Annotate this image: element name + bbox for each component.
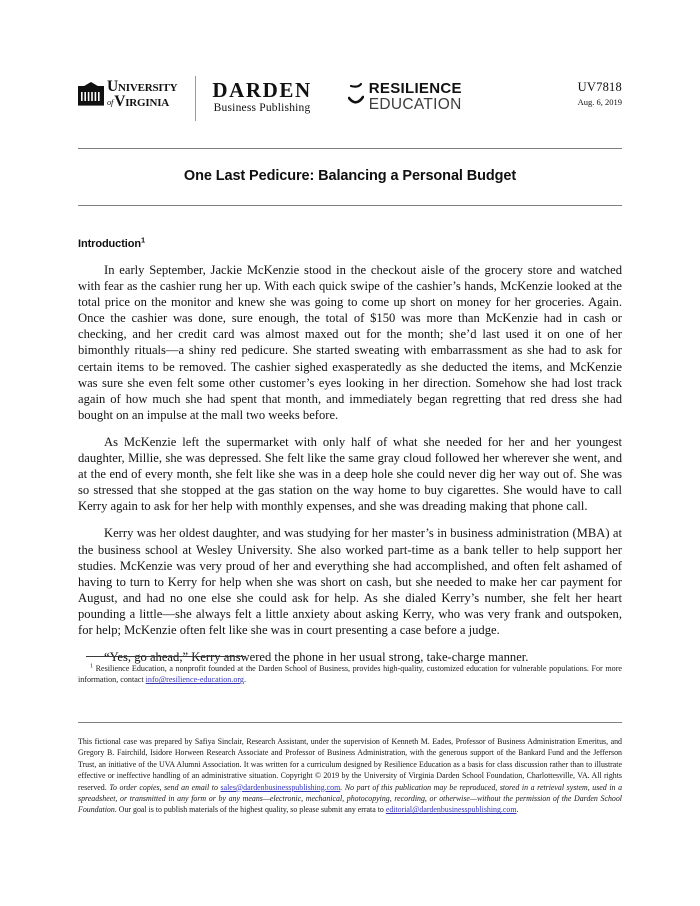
uva-line1-initial: U [107,78,118,95]
footnote [78,663,622,685]
section-heading-label: Introduction [78,238,141,250]
document-body [78,235,622,676]
darden-tagline: Business Publishing [213,102,311,115]
title-rule [78,205,622,206]
footnote-marker: 1 [90,663,93,670]
body-paragraph: Kerry was her oldest daughter, and was studying for her master’s in business administration (MBA) at the business school at Wesley University. She also worked part-time as a bank teller to help support her studies. McKenzie was very proud of her and everything she had accomplished, and often felt ashamed of having to turn to Kerry for help when she was short on cash, but she needed to make her car payment for August, and had no one else she could ask for help. As she dialed Kerry’s number, she felt her heart pounding a little—she always felt a little anxiety about asking Kerry, who was very frank and outspoken, for help; McKenzie often felt like she was in court presenting a case before a judge. [78,526,622,637]
editorial-email-link[interactable]: editorial@dardenbusinesspublishing.com [385,805,517,815]
body-paragraph: “Yes, go ahead,” Kerry answered the phone in her usual strong, take-charge manner. [104,650,529,665]
resilience-education-logo [348,76,462,113]
footnote-email-link[interactable]: info@resilience-education.org [145,675,244,685]
footnote-separator [86,656,246,657]
page-title: One Last Pedicure: Balancing a Personal Budget [183,168,517,184]
masthead-divider [195,76,196,121]
copyright-italic-reproduction: . No part of this publication may be reproduced, stored in a retrieval system, used in a spreadsheet, or transmitted in any form or by any means—electronic, mechanical, photocopying, recording, or otherwise—without the permission of the Darden School Foundation. [78,782,623,815]
copyright-block [78,736,622,816]
document-date: Aug. 6, 2019 [577,97,622,107]
body-paragraph: As McKenzie left the supermarket with only half of what she needed for her and her youngest daughter, Millie, she was depressed. She felt like the same gray cloud followed her wherever she went, and at the end of every month, she felt like she was in a deep hole she could never dig her way out of. She was so stressed that she stopped at the gas station on the way home to buy cigarettes. She would have to call Kerry again to ask for her help with monthly expenses, and she was dreading making that phone call. [78,434,622,514]
footnote-text-after-link: . [243,675,247,685]
darden-logo [212,76,311,114]
uva-wordmark [107,80,177,109]
copyright-italic-order-copies: To order copies, send an email to [109,782,221,792]
header-rule [78,148,622,149]
uva-line2-initial: V [114,92,126,110]
section-heading [78,235,622,250]
section-heading-footnote-marker: 1 [140,235,146,245]
copyright-text-part3: . [516,805,519,815]
resilience-line2: EDUCATION [368,96,462,113]
document-id: UV7818 [577,80,622,94]
body-paragraph: In early September, Jackie McKenzie stood in the checkout aisle of the grocery store and watched with fear as the cashier rung her up. With each quick swipe of the cashier’s hands, McKenzie looked at the total price on the monitor and knew she was going to come up short on money for her groceries. Again. Once the cashier was done, sure enough, the total of $150 was more than McKenzie had in cash or checking, and her credit card was almost maxed out for the month; she’d last used it on one of her bimonthly rituals—a shiny red pedicure. She started sweating with embarrassment as she had to ask for certain items to be removed. The cashier sighed exasperatedly as she deducted the items, and McKenzie was sure she even felt some other customer’s eyes looking in her direction. Somehow she had lost track again of how much she had spent that month, and immediately began regretting that red dress she had bought on an impulse at the mall two weeks before. [78,263,622,422]
resilience-line1: RESILIENCE [368,80,462,97]
uva-logo [78,76,177,109]
darden-wordmark: DARDEN [212,78,312,102]
footnote-text-before-link: Resilience Education, a nonprofit founded at the Darden School of Business, provides high-quality, customized education for vulnerable populations. For more information, contact [78,664,622,685]
document-meta [578,76,622,107]
copyright-text-part2: Our goal is to publish materials of the highest quality, so please submit any errata to [116,805,386,815]
uva-of-word: of [107,96,114,107]
resilience-wordmark [369,81,462,113]
uva-wordmark-line2 [107,92,177,110]
document-masthead [78,76,622,124]
swoosh-icon [348,82,364,112]
uva-line1-rest: NIVERSITY [118,82,178,94]
footer-rule [78,722,622,723]
rotunda-icon [78,82,104,108]
copyright-text-part1: This fictional case was prepared by Safiya Sinclair, Research Assistant, under the supervision of Kenneth M. Eades, Professor of Business Administration Emeritus, and Gregory B. Fairchild, Isidore Horween Research Associate and Professor of Business Administration, with the generous support of the Bankard Fund and the Jefferson Trust, an initiative of the UVA Alumni Association. It was written for a curriculum designed by Resilience Education as a basis for class discussion rather than to illustrate effective or ineffective handling of an administrative situation. Copyright © 2019 by the University of Virginia Darden School Foundation, Charlottesville, VA. All rights reserved. [78,737,622,792]
uva-line2-rest: IRGINIA [125,96,170,109]
sales-email-link[interactable]: sales@dardenbusinesspublishing.com [220,782,341,792]
